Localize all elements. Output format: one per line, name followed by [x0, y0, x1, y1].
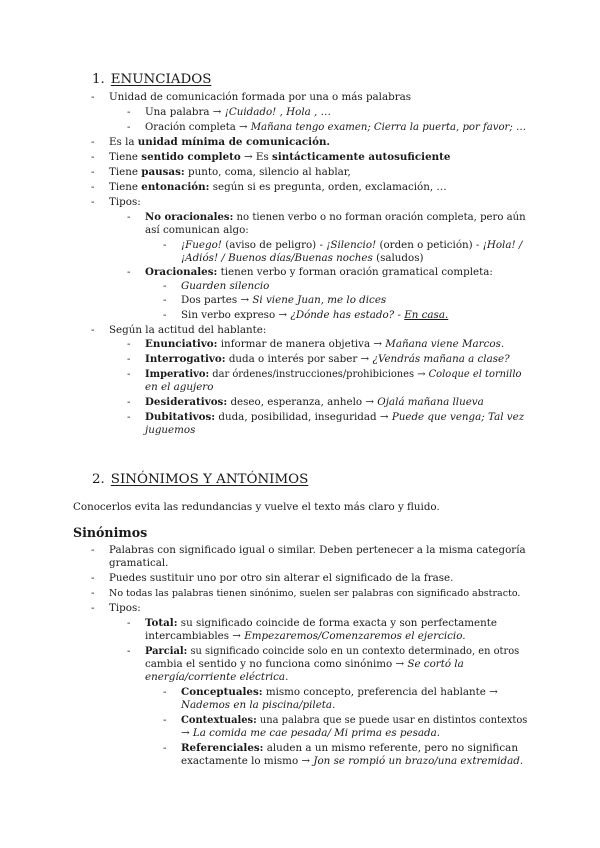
list-item: No todas las palabras tienen sinónimo, suelen ser palabras con significado abstracto.	[109, 588, 521, 599]
continuation-line: gramatical.	[109, 557, 169, 569]
example-italic: ¡Adiós! / Buenos días/Buenas noches	[181, 252, 373, 264]
example-line	[145, 106, 331, 119]
continuation-line	[181, 727, 440, 740]
bold-term: Total:	[145, 617, 178, 629]
example-italic: ¡Silencio!	[326, 239, 377, 251]
example-italic: Guarden silencio	[181, 280, 270, 292]
list-item: Tipos:	[109, 196, 141, 208]
example-italic: ¡Hola! /	[482, 239, 523, 251]
list-item: Tipos:	[109, 602, 141, 614]
text-span: exactamente lo mismo →	[181, 755, 311, 767]
example-italic: juguemos	[145, 424, 196, 436]
text-span: Una palabra →	[145, 106, 222, 118]
bullet-dash: -	[91, 544, 95, 556]
text-span: Es la	[109, 136, 135, 148]
bullet-dash: -	[127, 411, 131, 423]
example-italic: en el agujero	[145, 381, 214, 393]
bullet-dash: -	[163, 280, 167, 292]
type-item	[145, 411, 524, 424]
text-span: punto, coma, silencio al hablar,	[187, 166, 351, 178]
example-italic: Mañana viene Marcos.	[385, 338, 505, 350]
section-title: ENUNCIADOS	[110, 72, 212, 87]
example-line	[181, 252, 424, 265]
bold-term: Conceptuales:	[181, 686, 263, 698]
bold-term: Desiderativos:	[145, 396, 228, 408]
bullet-dash: -	[127, 266, 131, 278]
text-span: una palabra que se puede usar en distintos contextos	[259, 715, 528, 726]
example-italic: Puede que venga; Tal vez	[391, 411, 525, 423]
bullet-dash: -	[127, 617, 131, 629]
text-span: →	[181, 727, 190, 739]
bold-term: Oracionales:	[145, 266, 218, 278]
text-span: (saludos)	[376, 252, 424, 264]
subtype-item	[181, 714, 527, 727]
list-item	[109, 151, 450, 164]
sinonimos-heading: Sinónimos	[73, 525, 148, 540]
bullet-dash: -	[91, 602, 95, 614]
bullet-dash: -	[127, 121, 131, 133]
continuation-line	[145, 424, 195, 437]
text-span: mismo concepto, preferencia del hablante →	[265, 686, 498, 698]
list-item	[109, 181, 447, 194]
bullet-dash: -	[91, 572, 95, 584]
bullet-dash: -	[91, 196, 95, 208]
continuation-line	[145, 658, 464, 671]
example-line	[181, 239, 522, 252]
example-italic: La comida me cae pesada/ Mi prima es pesada.	[192, 727, 441, 739]
text-span: (orden o petición) -	[379, 239, 480, 251]
example-line	[145, 121, 526, 134]
bullet-dash: -	[91, 91, 95, 103]
example-italic: Mañana tengo examen; Cierra la puerta, por favor; …	[250, 122, 527, 133]
example-line	[181, 309, 448, 322]
type-item	[145, 338, 504, 351]
text-span: deseo, esperanza, anhelo →	[230, 396, 375, 408]
example-italic: ¿Vendrás mañana a clase?	[372, 353, 510, 365]
text-span: duda o interés por saber →	[228, 353, 370, 365]
text-span: → Es	[244, 151, 269, 163]
continuation-line: así comunican algo:	[145, 224, 249, 236]
bold-term: Interrogativo:	[145, 353, 226, 365]
text-span: Sin verbo expreso →	[181, 309, 288, 321]
bullet-dash: -	[127, 106, 131, 118]
type-item	[145, 353, 510, 366]
bullet-dash: -	[127, 396, 131, 408]
example-italic: ¿Dónde has estado? -	[290, 309, 401, 321]
example-line	[181, 280, 269, 293]
example-italic: Ojalá mañana llueva	[377, 396, 484, 408]
text-span: (aviso de peligro) -	[225, 239, 323, 251]
text-span: Tiene	[109, 181, 138, 193]
continuation-line	[145, 671, 288, 684]
bullet-dash: -	[91, 166, 95, 178]
list-item: Puedes sustituir uno por otro sin alterar el significado de la frase.	[109, 572, 454, 584]
bullet-dash: -	[163, 714, 167, 726]
example-italic: energía/corriente eléctrica.	[145, 671, 289, 683]
type-item	[145, 368, 521, 381]
continuation-line	[181, 699, 335, 712]
example-underlined: En casa.	[404, 309, 449, 321]
example-italic: Nademos en la piscina/pileta.	[181, 699, 336, 711]
bold-term: entonación:	[141, 181, 210, 193]
bold-term: Dubitativos:	[145, 411, 216, 423]
bold-term: No oracionales:	[145, 212, 234, 223]
subtype-item	[181, 686, 498, 699]
text-span: aluden a un mismo referente, pero no significan	[266, 742, 518, 754]
type-item	[145, 396, 484, 409]
type-item	[145, 617, 497, 630]
example-line	[181, 294, 386, 307]
bullet-dash: -	[163, 294, 167, 306]
text-span: Dos partes →	[181, 294, 250, 306]
bullet-dash: -	[127, 211, 131, 223]
list-item: Palabras con significado igual o similar. Deben pertenecer a la misma categoría	[109, 544, 526, 556]
example-italic: Si viene Juan, me lo dices	[252, 294, 387, 306]
example-italic: ¡Fuego!	[181, 239, 222, 251]
example-italic: ¡Cuidado! , Hola , …	[224, 106, 331, 118]
bullet-dash: -	[91, 136, 95, 148]
example-italic: Coloque el tornillo	[428, 369, 522, 380]
continuation-line	[145, 381, 213, 394]
example-italic: Jon se rompió un brazo/una extremidad.	[313, 755, 524, 767]
bullet-dash: -	[91, 181, 95, 193]
list-item	[109, 136, 330, 149]
text-span: Tiene	[109, 151, 138, 163]
bullet-dash: -	[127, 353, 131, 365]
text-span: su significado coincide solo en un contexto determinado, en otros	[190, 646, 520, 657]
section-1-heading	[92, 72, 211, 88]
bullet-dash: -	[127, 338, 131, 350]
text-span: tienen verbo y forman oración gramatical completa:	[220, 266, 493, 278]
bullet-dash: -	[127, 368, 131, 380]
bold-term: Enunciativo:	[145, 338, 218, 350]
type-item	[145, 211, 526, 224]
continuation-line	[181, 755, 523, 768]
text-span: no tienen verbo o no forman oración completa, pero aún	[236, 212, 526, 223]
section-number: 1.	[92, 72, 105, 87]
bold-term: Contextuales:	[181, 715, 257, 726]
bullet-dash: -	[163, 239, 167, 251]
example-italic: Empezaremos/Comenzaremos el ejercicio.	[244, 630, 466, 642]
intro-paragraph: Conocerlos evita las redundancias y vuelve el texto más claro y fluido.	[73, 501, 440, 513]
text-span: Tiene	[109, 166, 138, 178]
bullet-dash: -	[163, 742, 167, 754]
list-item	[109, 166, 351, 179]
text-span: su significado coincide de forma exacta y son perfectamente	[180, 617, 497, 629]
bullet-dash: -	[127, 645, 131, 657]
bullet-dash: -	[91, 587, 95, 599]
subtype-item	[181, 742, 518, 755]
text-span: dar órdenes/instrucciones/prohibiciones →	[212, 369, 426, 380]
bold-term: Referenciales:	[181, 742, 264, 754]
bold-term: Imperativo:	[145, 369, 210, 380]
bullet-dash: -	[163, 686, 167, 698]
continuation-line	[145, 630, 466, 643]
text-span: según si es pregunta, orden, exclamación, …	[212, 181, 447, 193]
bold-term: sentido completo	[141, 151, 241, 163]
text-span: Oración completa →	[145, 122, 248, 133]
list-item: Según la actitud del hablante:	[109, 324, 267, 336]
bullet-dash: -	[163, 309, 167, 321]
example-italic: Se cortó la	[407, 658, 464, 670]
type-item	[145, 645, 519, 658]
bold-term: sintácticamente autosuficiente	[272, 151, 451, 163]
section-title: SINÓNIMOS Y ANTÓNIMOS	[110, 472, 309, 487]
definition-line: Unidad de comunicación formada por una o más palabras	[109, 91, 412, 103]
text-span: intercambiables →	[145, 630, 241, 642]
bold-term: Parcial:	[145, 646, 188, 657]
bold-term: unidad mínima de comunicación.	[137, 136, 331, 148]
section-2-heading	[92, 472, 308, 488]
bullet-dash: -	[91, 324, 95, 336]
section-number: 2.	[92, 472, 105, 487]
bold-term: pausas:	[141, 166, 185, 178]
text-span: informar de manera objetiva →	[220, 338, 383, 350]
bullet-dash: -	[91, 151, 95, 163]
text-span: cambia el sentido y no funciona como sinónimo →	[145, 658, 405, 670]
type-item	[145, 266, 493, 279]
text-span: duda, posibilidad, inseguridad →	[218, 411, 389, 423]
